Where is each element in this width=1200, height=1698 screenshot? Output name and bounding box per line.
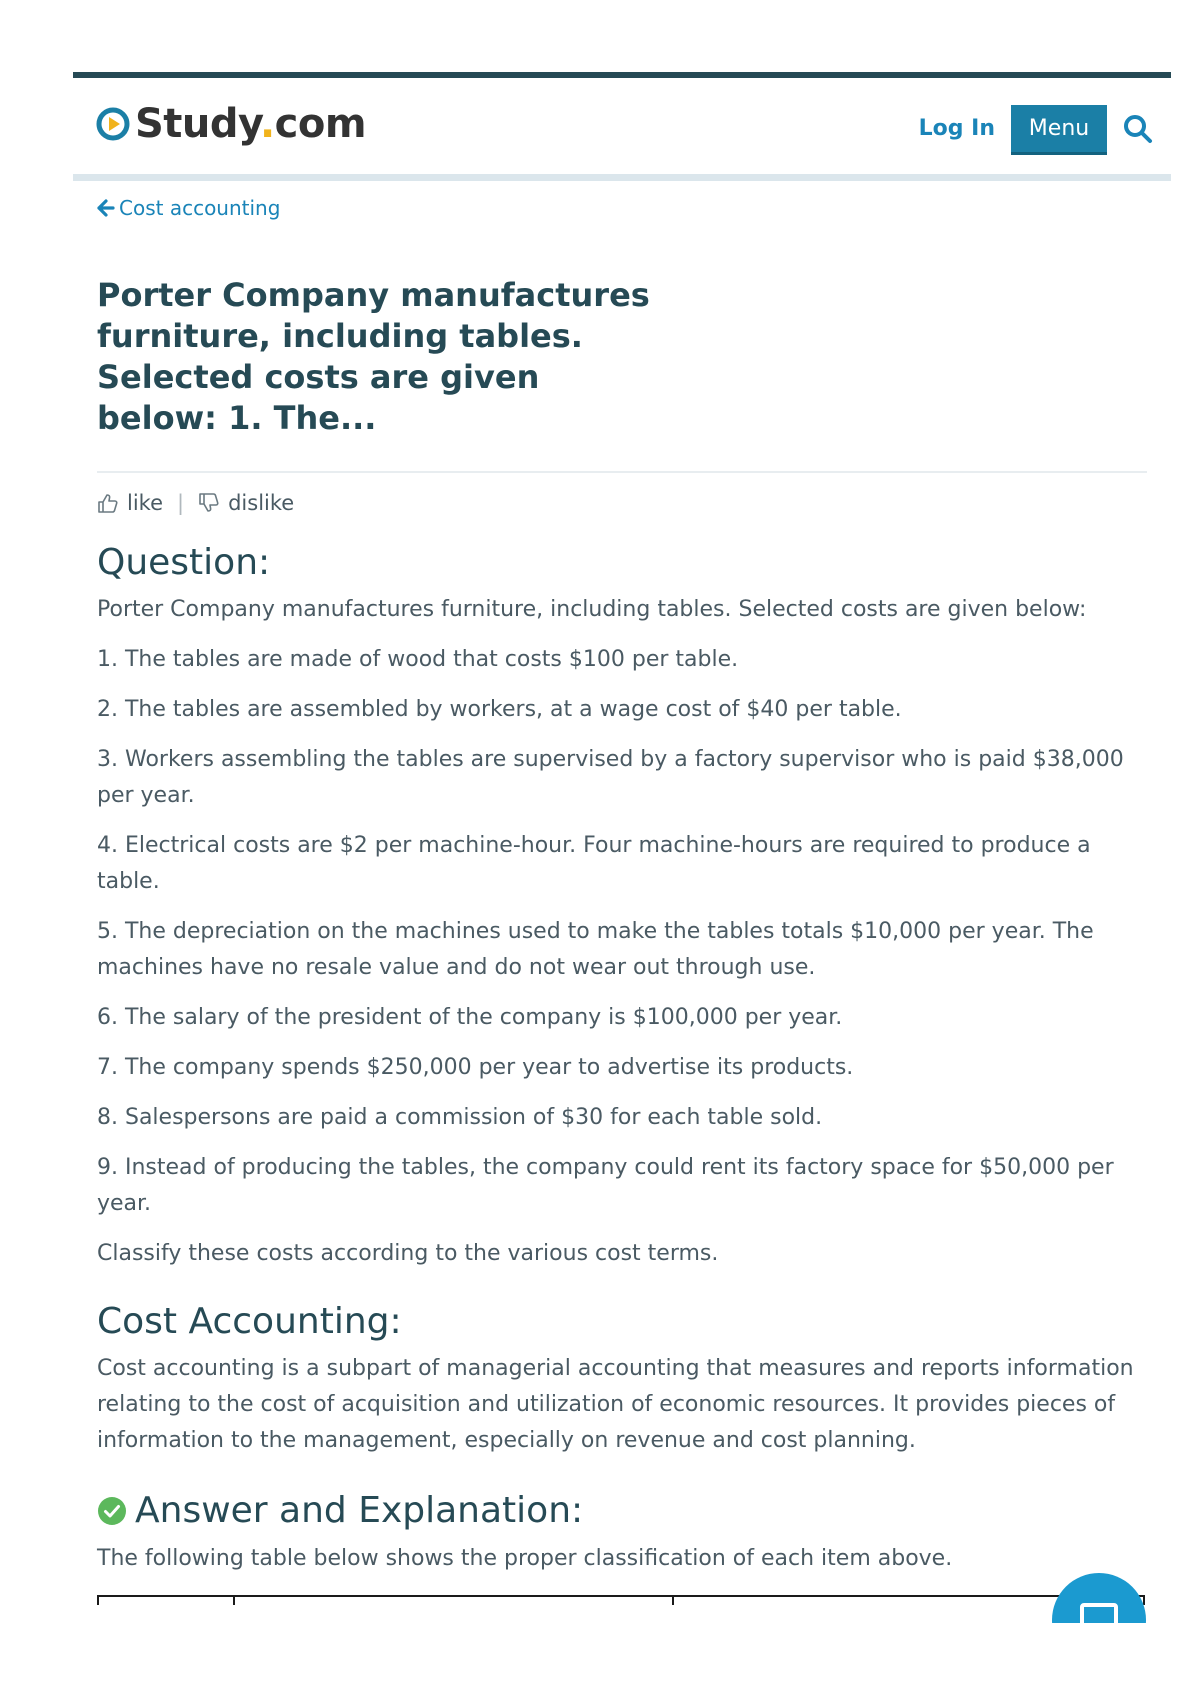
table-col-divider: [233, 1595, 235, 1605]
header-sub-bar: [73, 174, 1171, 181]
table-col-divider: [97, 1595, 99, 1605]
play-circle-icon: [95, 106, 131, 142]
breadcrumb[interactable]: [97, 196, 1147, 220]
thumbs-down-icon: [198, 492, 220, 514]
answer-heading: Answer and Explanation:: [135, 1490, 584, 1532]
table-col-divider: [672, 1595, 674, 1605]
menu-button[interactable]: Menu: [1011, 105, 1107, 155]
like-label: like: [127, 491, 164, 515]
question-item-5: 5. The depreciation on the machines used to make the tables totals $10,000 per year. The machines have no resale value and do not wear out through use.: [97, 919, 1094, 981]
logo-dot: .: [259, 101, 275, 147]
question-item-4: 4. Electrical costs are $2 per machine-hour. Four machine-hours are required to produce a table.: [97, 833, 1091, 895]
question-item-7: 7. The company spends $250,000 per year to advertise its products.: [97, 1055, 854, 1081]
chat-button[interactable]: [1052, 1573, 1146, 1623]
question-heading: Question:: [97, 542, 271, 583]
site-header: [73, 78, 1171, 174]
chat-icon: [1080, 1603, 1118, 1623]
breadcrumb-label: Cost accounting: [119, 196, 281, 220]
like-button[interactable]: [97, 491, 163, 515]
question-item-8: 8. Salespersons are paid a commission of $30 for each table sold.: [97, 1105, 823, 1131]
table-top-border: [97, 1595, 1145, 1597]
check-circle-icon: [97, 1496, 127, 1526]
question-item-6: 6. The salary of the president of the company is $100,000 per year.: [97, 1005, 843, 1031]
cost-accounting-heading: Cost Accounting:: [97, 1301, 402, 1343]
dislike-label: dislike: [228, 491, 295, 515]
cost-accounting-body: Cost accounting is a subpart of managerial accounting that measures and reports information relating to the cost of acquisition and utilization of economic resources. It provides pieces of information to the management, especially on revenue and cost planning.: [97, 1356, 1134, 1454]
login-link[interactable]: Log In: [918, 116, 995, 141]
site-frame: [73, 72, 1171, 181]
classification-table: [97, 1591, 1147, 1603]
page-title: Porter Company manufactures furniture, including tables. Selected costs are given below: 1. The...: [97, 276, 650, 437]
chat-button-circle: [1052, 1573, 1146, 1623]
arrow-left-icon: [97, 199, 115, 217]
main-content: [97, 196, 1147, 1603]
question-closing: Classify these costs according to the various cost terms.: [97, 1241, 719, 1267]
vote-separator: |: [177, 491, 185, 515]
logo-text: [135, 101, 367, 147]
question-item-3: 3. Workers assembling the tables are supervised by a factory supervisor who is paid $38,000 per year.: [97, 747, 1124, 809]
vote-bar: [97, 491, 1147, 515]
logo-tld: com: [274, 101, 367, 147]
question-intro: Porter Company manufactures furniture, including tables. Selected costs are given below:: [97, 597, 1087, 623]
question-item-9: 9. Instead of producing the tables, the company could rent its factory space for $50,000 per year.: [97, 1155, 1114, 1217]
study-logo[interactable]: [95, 101, 367, 147]
question-item-1: 1. The tables are made of wood that costs $100 per table.: [97, 647, 739, 673]
title-divider: [97, 471, 1147, 473]
answer-heading-row: [97, 1489, 1147, 1532]
thumbs-up-icon: [97, 492, 119, 514]
question-item-2: 2. The tables are assembled by workers, at a wage cost of $40 per table.: [97, 697, 902, 723]
search-icon[interactable]: [1123, 114, 1153, 144]
answer-intro: The following table below shows the proper classification of each item above.: [97, 1545, 953, 1571]
dislike-button[interactable]: [198, 491, 294, 515]
logo-name: Study: [135, 101, 260, 147]
